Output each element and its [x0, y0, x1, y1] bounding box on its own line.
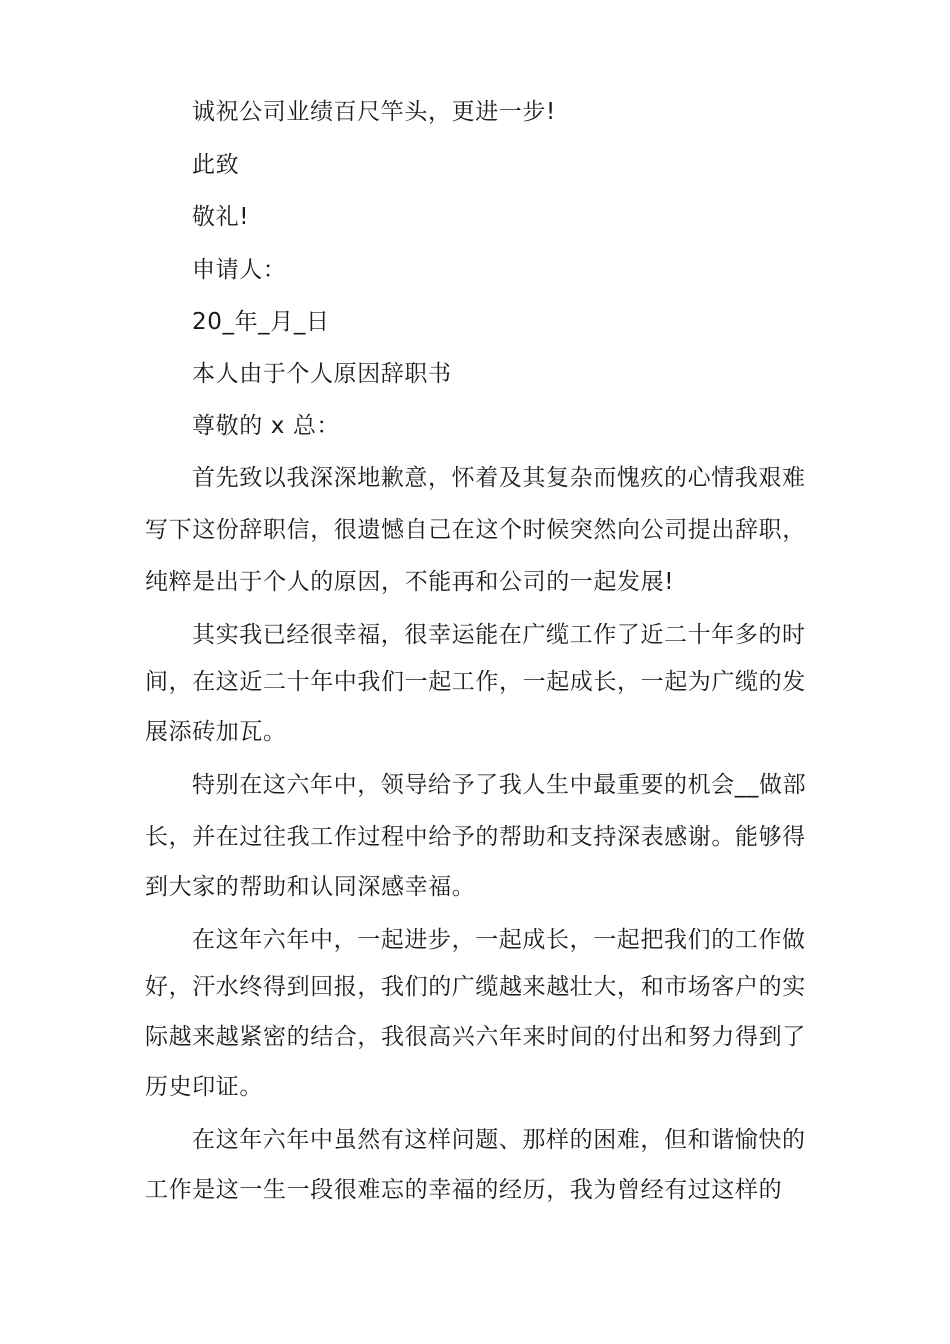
paragraph-line: 在这年六年中虽然有这样问题、那样的困难，但和谐愉快的 [192, 1127, 806, 1153]
paragraph-line: 好，汗水终得到回报，我们的广缆越来越壮大，和市场客户的实 [145, 974, 806, 1000]
salutation-line-1: 此致 [192, 152, 240, 178]
letter-title: 本人由于个人原因辞职书 [192, 361, 452, 387]
letter-greeting: 尊敬的 x 总： [192, 413, 341, 439]
paragraph-line: 写下这份辞职信，很遗憾自己在这个时候突然向公司提出辞职， [145, 517, 806, 543]
applicant-label: 申请人： [192, 257, 287, 283]
closing-wish: 诚祝公司业绩百尺竿头，更进一步! [192, 99, 556, 125]
paragraph-line: 际越来越紧密的结合，我很高兴六年来时间的付出和努力得到了 [145, 1024, 806, 1050]
paragraph-line: 展添砖加瓦。 [145, 719, 287, 745]
paragraph-line: 长，并在过往我工作过程中给予的帮助和支持深表感谢。能够得 [145, 824, 806, 850]
paragraph-line: 间，在这近二十年中我们一起工作，一起成长，一起为广缆的发 [145, 669, 806, 695]
paragraph-line: 到大家的帮助和认同深感幸福。 [145, 874, 476, 900]
paragraph-line: 首先致以我深深地歉意，怀着及其复杂而愧疚的心情我艰难 [192, 465, 806, 491]
paragraph-line: 特别在这六年中，领导给予了我人生中最重要的机会__做部 [192, 772, 807, 798]
paragraph-line: 工作是这一生一段很难忘的幸福的经历，我为曾经有过这样的 [145, 1177, 783, 1203]
paragraph-line: 在这年六年中，一起进步，一起成长，一起把我们的工作做 [192, 927, 806, 953]
paragraph-line: 历史印证。 [145, 1074, 263, 1100]
date-line: 20_年_月_日 [192, 309, 330, 335]
salutation-line-2: 敬礼! [192, 204, 250, 230]
paragraph-line: 纯粹是出于个人的原因，不能再和公司的一起发展! [145, 569, 675, 595]
paragraph-line: 其实我已经很幸福，很幸运能在广缆工作了近二十年多的时 [192, 622, 806, 648]
